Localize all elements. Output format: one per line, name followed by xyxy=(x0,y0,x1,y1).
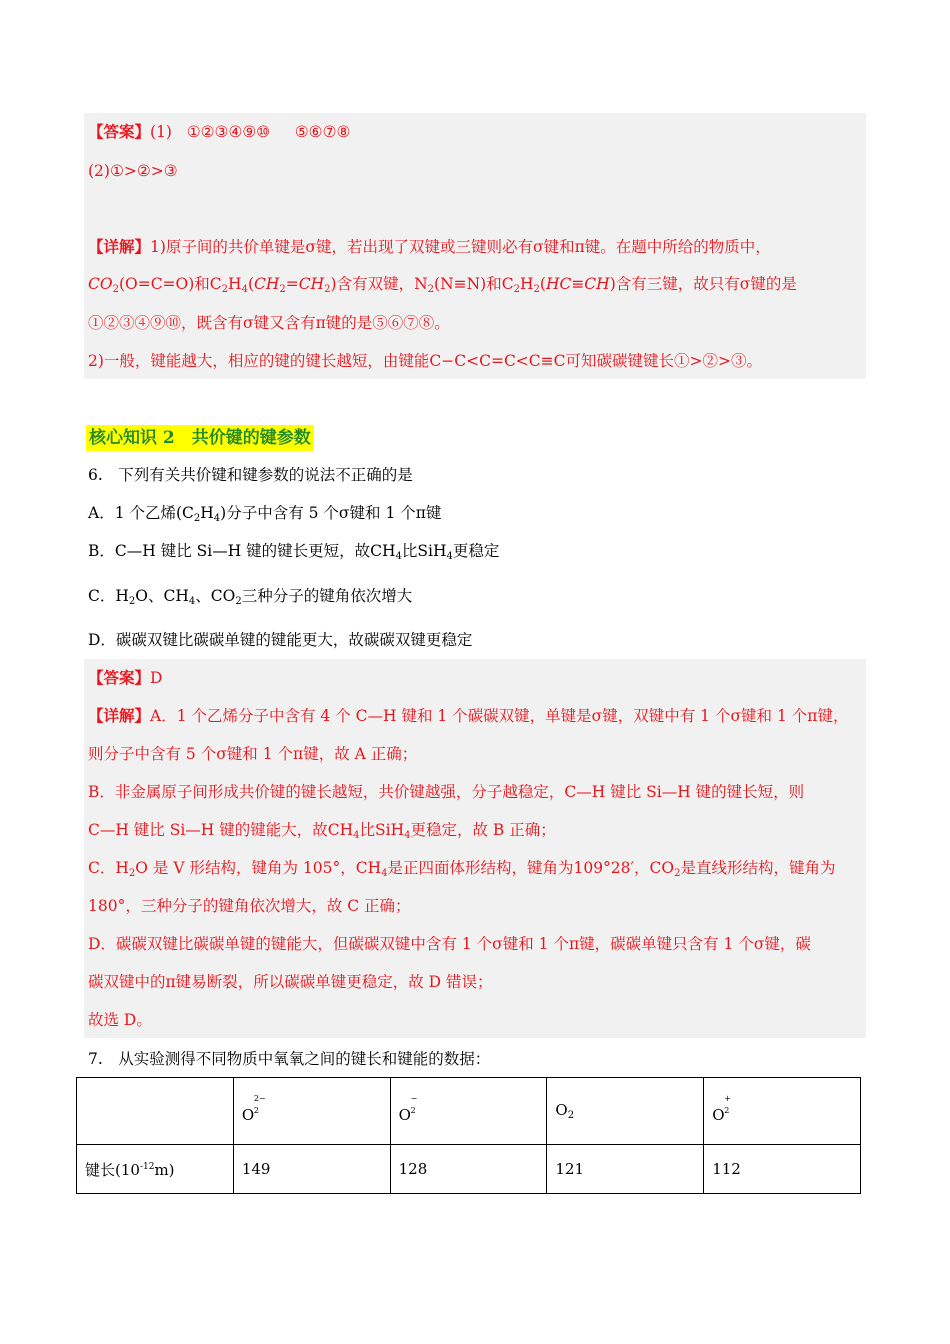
answer-part1-b: ⑤⑥⑦⑧ xyxy=(294,123,351,141)
answer-label: 【答案】 xyxy=(88,122,151,141)
detail-line-2: $CO_2(O=C=O)$和$C_2H_4(CH_2=CH_2)$含有双键，$N_2(N\equiv N)$和$C_2H_2(HC\equiv CH)$含有三键，故只有σ键的是 xyxy=(88,275,797,295)
answer-line-2: (2)①>②>③ xyxy=(88,162,178,180)
detail-line-1: 【详解】1)原子间的共价单键是σ键，若出现了双键或三键则必有σ键和π键。在题中所给的物质中， xyxy=(88,237,771,256)
detail2-c2: 180°，三种分子的键角依次增大，故 C 正确； xyxy=(88,897,411,915)
molecule-oxygen: $O_2$ xyxy=(555,1101,575,1121)
table-header-cell xyxy=(390,1078,547,1145)
detail-line-3: ①②③④⑨⑩，既含有σ键又含有π键的是⑤⑥⑦⑧。 xyxy=(88,314,450,332)
answer2-value: D xyxy=(150,669,163,687)
detail2-d1: D．碳碳双键比碳碳单键的键能大，但碳碳双键中含有 1 个σ键和 1 个π键，碳碳单键只含有 1 个σ键，碳 xyxy=(88,935,811,953)
row-label: 键长$(10^{-12}m)$ xyxy=(77,1145,234,1194)
table-cell: 149 xyxy=(233,1145,390,1194)
detail2-d2: 碳双键中的π键易断裂，所以碳碳单键更稳定，故 D 错误； xyxy=(88,973,493,991)
table-header-cell xyxy=(704,1078,861,1145)
q7-stem: 7. 从实验测得不同物质中氧氧之间的键长和键能的数据： xyxy=(88,1050,491,1068)
answer-part1-a: ①②③④⑨⑩ xyxy=(186,123,271,141)
detail2-a2: 则分子中含有 5 个σ键和 1 个π键，故 A 正确； xyxy=(88,745,418,763)
detail-label: 【详解】 xyxy=(88,237,151,256)
detail2-end: 故选 D。 xyxy=(88,1011,152,1029)
table-cell: 128 xyxy=(390,1145,547,1194)
table-row xyxy=(77,1145,861,1194)
answer-line-1: 【答案】(1) ①②③④⑨⑩ ⑤⑥⑦⑧ xyxy=(88,122,351,141)
bond-data-table xyxy=(76,1077,861,1194)
ion-peroxide: O 2− 2 xyxy=(241,1094,266,1124)
section-heading: 核心知识 2 共价键的键参数 xyxy=(86,425,314,451)
ion-superoxide: O − 2 xyxy=(398,1094,418,1124)
detail2-b1: B．非金属原子间形成共价键的键长越短，共价键越强，分子越稳定，C—H 键比 Si—H 键的键长短，则 xyxy=(88,783,805,801)
table-cell: 112 xyxy=(704,1145,861,1194)
detail-line-4: 2)一般，键能越大，相应的键的键长越短，由键能C−C<C=C<C≡C可知碳碳键键长①>②>③。 xyxy=(88,352,762,370)
detail2-a1: 【详解】A．1 个乙烯分子中含有 4 个 C—H 键和 1 个碳碳双键，单键是σ键，双键中有 1 个σ键和 1 个π键， xyxy=(88,706,849,725)
table-header-cell xyxy=(233,1078,390,1145)
table-header-row xyxy=(77,1078,861,1145)
table-header-cell xyxy=(77,1078,234,1145)
detail2-label: 【详解】 xyxy=(88,706,151,725)
ion-dioxygenyl: O + 2 xyxy=(712,1094,731,1124)
table-header-cell xyxy=(547,1078,704,1145)
q6-stem: 6. 下列有关共价键和键参数的说法不正确的是 xyxy=(88,466,413,484)
q6-option-d: D．碳碳双键比碳碳单键的键能更大，故碳碳双键更稳定 xyxy=(88,631,473,649)
q6-option-c: C．$H_2O$、$CH_4$、$CO_2$三种分子的键角依次增大 xyxy=(88,587,413,607)
q6-option-a: A．1 个乙烯$(C_2H_4)$分子中含有 5 个σ键和 1 个π键 xyxy=(88,504,442,524)
answer2-line: 【答案】D xyxy=(88,668,163,687)
table-cell: 121 xyxy=(547,1145,704,1194)
detail2-b2: C—H 键比 Si—H 键的键能大，故$CH_4$比SiH$_4$更稳定，故 B 正确； xyxy=(88,821,556,841)
detail2-c1: C．$H_2O$ 是 V 形结构，键角为 105°，$CH_4$是正四面体形结构，键角为109°28′，$CO_2$是直线形结构，键角为 xyxy=(88,859,836,879)
q6-option-b: B．C—H 键比 Si—H 键的键长更短，故$CH_4$比SiH$_4$更稳定 xyxy=(88,542,500,562)
